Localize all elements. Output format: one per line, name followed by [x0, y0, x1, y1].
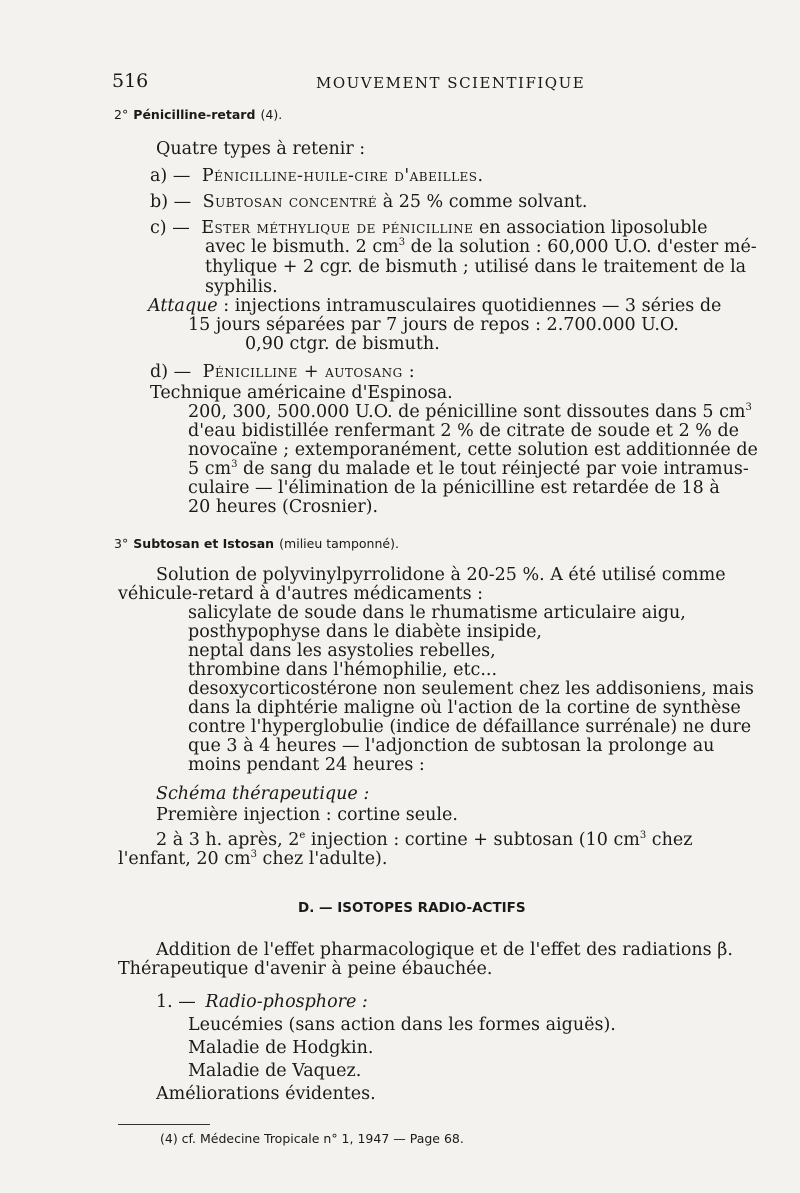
- s3-line10: que 3 à 4 heures — l'adjonction de subtosan la prolonge au: [188, 736, 715, 756]
- indication-4: Améliorations évidentes.: [156, 1084, 376, 1104]
- heading-note: (milieu tamponné).: [279, 536, 399, 551]
- superscript: 3: [398, 237, 406, 249]
- d-line2: d'eau bidistillée renfermant 2 % de citrate de soude et 2 % de: [188, 421, 740, 441]
- s3-line3: salicylate de soude dans le rhumatisme articulaire aigu,: [188, 603, 686, 623]
- item-a: [150, 166, 484, 186]
- running-title: MOUVEMENT SCIENTIFIQUE: [316, 74, 586, 92]
- s3-line7: desoxycorticostérone non seulement chez les addisoniens, mais: [188, 679, 754, 699]
- attaque-line2: 15 jours séparées par 7 jours de repos : 2.700.000 U.O.: [188, 315, 679, 335]
- schema-line3: [118, 849, 387, 869]
- section-heading-penicilline-retard: [114, 104, 282, 123]
- text: 200, 300, 500.000 U.O. de pénicilline sont dissoutes dans 5 cm: [188, 402, 746, 422]
- item-c-line1: [150, 218, 707, 238]
- attaque-label: Attaque: [148, 296, 218, 316]
- superscript: 3: [250, 849, 257, 861]
- attaque-line3: 0,90 ctgr. de bismuth.: [245, 334, 440, 354]
- s3-line6: thrombine dans l'hémophilie, etc...: [188, 660, 498, 680]
- text: l'enfant, 20 cm: [118, 849, 251, 869]
- attaque-text: : injections intramusculaires quotidiennes — 3 séries de: [217, 296, 722, 316]
- d-line6: 20 heures (Crosnier).: [188, 497, 379, 517]
- item-b-rest: à 25 % comme solvant.: [382, 192, 588, 212]
- footnote-divider: [118, 1124, 210, 1125]
- d-intro-line2: Thérapeutique d'avenir à peine ébauchée.: [118, 959, 493, 979]
- heading-number: 2°: [114, 107, 129, 122]
- text: 5 cm: [188, 459, 232, 479]
- intro-line: Quatre types à retenir :: [156, 139, 366, 159]
- page-number: 516: [112, 70, 149, 92]
- indication-2: Maladie de Hodgkin.: [188, 1038, 374, 1058]
- item-b: [150, 192, 588, 212]
- text: chez l'adulte).: [256, 849, 388, 869]
- heading-text: Pénicilline-retard: [133, 107, 256, 122]
- d-line4: [188, 459, 749, 479]
- item-d-label: d) —: [150, 362, 192, 382]
- d-line1: [188, 402, 752, 422]
- radio-phosphore-item: [156, 992, 368, 1012]
- indication-1: Leucémies (sans action dans les formes aiguës).: [188, 1015, 616, 1035]
- section-heading-isotopes: D. — ISOTOPES RADIO-ACTIFS: [298, 900, 526, 916]
- s3-line2: véhicule-retard à d'autres médicaments :: [118, 584, 484, 604]
- item-b-label: b) —: [150, 192, 192, 212]
- attaque-line1: [148, 296, 721, 316]
- text: injection : cortine + subtosan (10 cm: [305, 830, 640, 850]
- s3-line9: contre l'hyperglobulie (indice de défaillance surrénale) ne dure: [188, 717, 752, 737]
- item-number: 1. —: [156, 992, 196, 1012]
- text: avec le bismuth. 2 cm: [205, 237, 399, 257]
- text: chez: [646, 830, 693, 850]
- d-line3: novocaïne ; extemporanément, cette solution est additionnée de: [188, 440, 758, 460]
- s3-line11: moins pendant 24 heures :: [188, 755, 425, 775]
- s3-line8: dans la diphtérie maligne où l'action de la cortine de synthèse: [188, 698, 741, 718]
- text: de la solution : 60,000 U.O. d'ester mé-: [405, 237, 757, 257]
- schema-line1: Première injection : cortine seule.: [156, 805, 458, 825]
- footnote: (4) cf. Médecine Tropicale n° 1, 1947 — Page 68.: [160, 1131, 464, 1146]
- item-a-text: Pénicilline-huile-cire d'abeilles.: [201, 166, 484, 186]
- heading-text: Subtosan et Istosan: [133, 536, 275, 551]
- text: 2 à 3 h. après, 2: [156, 830, 300, 850]
- indication-3: Maladie de Vaquez.: [188, 1061, 362, 1081]
- item-c-sc: Ester méthylique de pénicilline: [201, 218, 474, 238]
- item-d: [150, 362, 415, 382]
- item-c-line4: syphilis.: [205, 277, 278, 297]
- item-d-text: Pénicilline + autosang :: [202, 362, 416, 382]
- item-title: Radio-phosphore :: [205, 992, 368, 1012]
- superscript: 3: [639, 830, 647, 842]
- item-c-label: c) —: [150, 218, 190, 238]
- item-c-line3: thylique + 2 cgr. de bismuth ; utilisé dans le traitement de la: [205, 257, 747, 277]
- heading-note: (4).: [260, 107, 283, 122]
- schema-title: Schéma thérapeutique :: [156, 784, 370, 804]
- superscript: 3: [745, 402, 752, 414]
- text: de sang du malade et le tout réinjecté par voie intramus-: [237, 459, 749, 479]
- section-heading-subtosan: [114, 533, 399, 552]
- s3-line1: Solution de polyvinylpyrrolidone à 20-25 %. A été utilisé comme: [156, 565, 726, 585]
- d-intro-line1: Addition de l'effet pharmacologique et de l'effet des radiations β.: [156, 940, 733, 960]
- s3-line4: posthypophyse dans le diabète insipide,: [188, 622, 542, 642]
- d-line5: culaire — l'élimination de la pénicilline est retardée de 18 à: [188, 478, 720, 498]
- item-c-text: en association liposoluble: [479, 218, 708, 238]
- superscript: 3: [231, 459, 238, 471]
- schema-line2: [156, 830, 692, 850]
- heading-number: 3°: [114, 536, 129, 551]
- item-c-line2: [205, 237, 757, 257]
- technique-line: Technique américaine d'Espinosa.: [150, 383, 453, 403]
- item-b-sc: Subtosan concentré: [202, 192, 378, 212]
- s3-line5: neptal dans les asystolies rebelles,: [188, 641, 496, 661]
- superscript: e: [299, 830, 306, 842]
- item-a-label: a) —: [150, 166, 191, 186]
